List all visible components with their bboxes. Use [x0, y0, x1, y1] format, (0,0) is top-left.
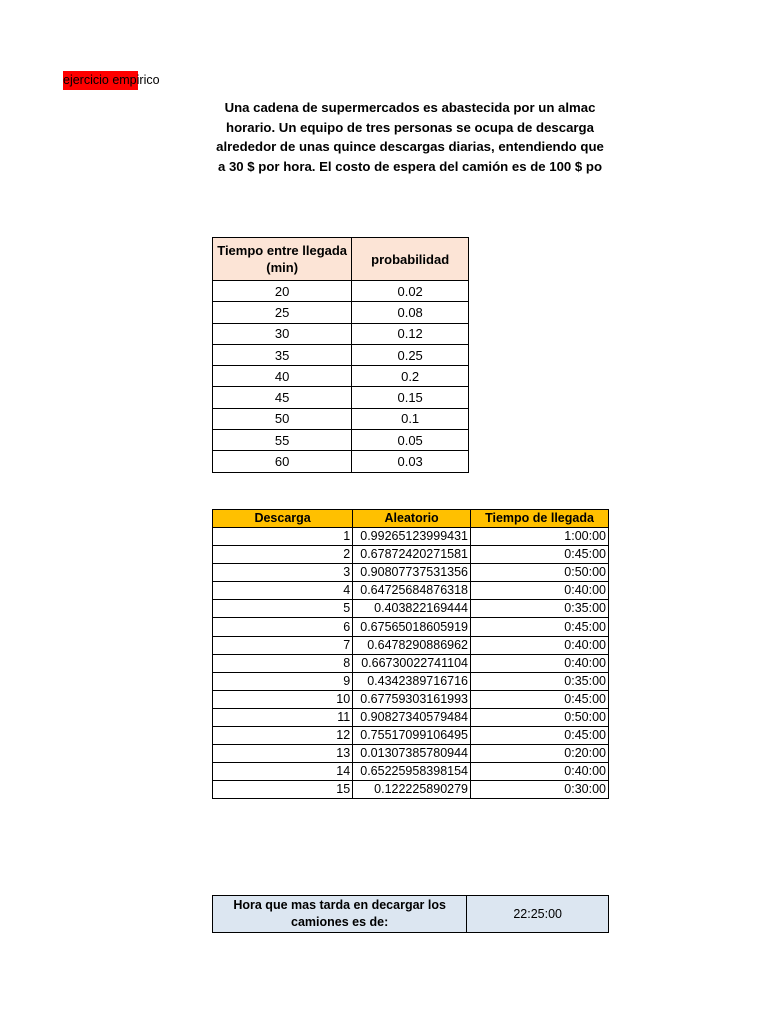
cell-descarga[interactable]: 6 [213, 618, 353, 636]
header-aleatorio[interactable]: Aleatorio [353, 510, 471, 528]
cell-aleatorio[interactable]: 0.4342389716716 [353, 672, 471, 690]
simulation-table [212, 509, 609, 799]
cell-tiempo-llegada[interactable]: 0:45:00 [471, 690, 609, 708]
simulation-row [213, 654, 609, 672]
cell-tiempo-llegada[interactable]: 0:45:00 [471, 618, 609, 636]
cell-probability[interactable]: 0.1 [352, 408, 469, 429]
simulation-row [213, 672, 609, 690]
intro-line: a 30 $ por hora. El costo de espera del camión es de 100 $ po [217, 158, 603, 174]
result-table [212, 895, 609, 933]
cell-aleatorio[interactable]: 0.122225890279 [353, 781, 471, 799]
cell-interarrival-time[interactable]: 20 [213, 281, 352, 302]
cell-tiempo-llegada[interactable]: 0:35:00 [471, 672, 609, 690]
cell-interarrival-time[interactable]: 60 [213, 451, 352, 472]
cell-aleatorio[interactable]: 0.01307385780944 [353, 745, 471, 763]
probability-table [212, 237, 469, 473]
cell-descarga[interactable]: 11 [213, 708, 353, 726]
intro-line: horario. Un equipo de tres personas se ocupa de descarga [226, 119, 594, 135]
result-label[interactable]: Hora que mas tarda en decargar los camiones es de: [213, 896, 467, 933]
cell-probability[interactable]: 0.08 [352, 302, 469, 323]
probability-row [213, 430, 469, 451]
cell-tiempo-llegada[interactable]: 0:45:00 [471, 546, 609, 564]
cell-interarrival-time[interactable]: 30 [213, 323, 352, 344]
cell-tiempo-llegada[interactable]: 0:45:00 [471, 727, 609, 745]
simulation-header-row [213, 510, 609, 528]
probability-row [213, 302, 469, 323]
probability-row [213, 323, 469, 344]
simulation-row [213, 690, 609, 708]
cell-probability[interactable]: 0.12 [352, 323, 469, 344]
probability-row [213, 366, 469, 387]
simulation-row [213, 745, 609, 763]
cell-aleatorio[interactable]: 0.75517099106495 [353, 727, 471, 745]
cell-descarga[interactable]: 14 [213, 763, 353, 781]
cell-descarga[interactable]: 3 [213, 564, 353, 582]
cell-aleatorio[interactable]: 0.403822169444 [353, 600, 471, 618]
simulation-row [213, 727, 609, 745]
exercise-label [63, 71, 160, 90]
cell-interarrival-time[interactable]: 45 [213, 387, 352, 408]
simulation-row [213, 564, 609, 582]
cell-aleatorio[interactable]: 0.67872420271581 [353, 546, 471, 564]
probability-row [213, 281, 469, 302]
intro-line: alrededor de unas quince descargas diarias, entendiendo que [216, 139, 604, 154]
probability-row [213, 344, 469, 365]
cell-tiempo-llegada[interactable]: 0:50:00 [471, 708, 609, 726]
cell-tiempo-llegada[interactable]: 0:40:00 [471, 582, 609, 600]
result-value[interactable]: 22:25:00 [467, 896, 609, 933]
cell-descarga[interactable]: 12 [213, 727, 353, 745]
simulation-row [213, 582, 609, 600]
simulation-row [213, 528, 609, 546]
cell-interarrival-time[interactable]: 50 [213, 408, 352, 429]
cell-aleatorio[interactable]: 0.6478290886962 [353, 636, 471, 654]
cell-descarga[interactable]: 8 [213, 654, 353, 672]
simulation-row [213, 618, 609, 636]
probability-header-row [213, 238, 469, 281]
cell-descarga[interactable]: 2 [213, 546, 353, 564]
cell-descarga[interactable]: 4 [213, 582, 353, 600]
cell-tiempo-llegada[interactable]: 0:40:00 [471, 654, 609, 672]
cell-descarga[interactable]: 15 [213, 781, 353, 799]
simulation-row [213, 781, 609, 799]
cell-probability[interactable]: 0.2 [352, 366, 469, 387]
cell-tiempo-llegada[interactable]: 0:40:00 [471, 763, 609, 781]
cell-aleatorio[interactable]: 0.90827340579484 [353, 708, 471, 726]
cell-aleatorio[interactable]: 0.66730022741104 [353, 654, 471, 672]
cell-descarga[interactable]: 13 [213, 745, 353, 763]
cell-aleatorio[interactable]: 0.90807737531356 [353, 564, 471, 582]
cell-tiempo-llegada[interactable]: 0:50:00 [471, 564, 609, 582]
cell-aleatorio[interactable]: 0.64725684876318 [353, 582, 471, 600]
header-descarga[interactable]: Descarga [213, 510, 353, 528]
cell-interarrival-time[interactable]: 40 [213, 366, 352, 387]
header-interarrival-time[interactable]: Tiempo entre llegada (min) [213, 238, 352, 281]
cell-tiempo-llegada[interactable]: 0:35:00 [471, 600, 609, 618]
result-row [213, 896, 609, 933]
probability-row [213, 408, 469, 429]
cell-descarga[interactable]: 7 [213, 636, 353, 654]
simulation-row [213, 763, 609, 781]
cell-aleatorio[interactable]: 0.65225958398154 [353, 763, 471, 781]
exercise-label-text: ejercicio empirico [63, 73, 160, 87]
cell-probability[interactable]: 0.05 [352, 430, 469, 451]
cell-descarga[interactable]: 1 [213, 528, 353, 546]
cell-tiempo-llegada[interactable]: 0:40:00 [471, 636, 609, 654]
cell-tiempo-llegada[interactable]: 1:00:00 [471, 528, 609, 546]
probability-row [213, 451, 469, 472]
intro-line: Una cadena de supermercados es abastecida por un almac [224, 100, 596, 115]
cell-probability[interactable]: 0.02 [352, 281, 469, 302]
cell-interarrival-time[interactable]: 25 [213, 302, 352, 323]
cell-probability[interactable]: 0.25 [352, 344, 469, 365]
cell-tiempo-llegada[interactable]: 0:30:00 [471, 781, 609, 799]
cell-tiempo-llegada[interactable]: 0:20:00 [471, 745, 609, 763]
problem-statement [212, 98, 608, 176]
cell-descarga[interactable]: 10 [213, 690, 353, 708]
cell-interarrival-time[interactable]: 55 [213, 430, 352, 451]
simulation-row [213, 708, 609, 726]
simulation-row [213, 636, 609, 654]
cell-probability[interactable]: 0.03 [352, 451, 469, 472]
cell-aleatorio[interactable]: 0.67759303161993 [353, 690, 471, 708]
probability-row [213, 387, 469, 408]
cell-aleatorio[interactable]: 0.99265123999431 [353, 528, 471, 546]
cell-descarga[interactable]: 5 [213, 600, 353, 618]
header-tiempo-llegada[interactable]: Tiempo de llegada [471, 510, 609, 528]
cell-probability[interactable]: 0.15 [352, 387, 469, 408]
simulation-row [213, 546, 609, 564]
cell-descarga[interactable]: 9 [213, 672, 353, 690]
cell-interarrival-time[interactable]: 35 [213, 344, 352, 365]
header-probability[interactable]: probabilidad [352, 238, 469, 281]
simulation-row [213, 600, 609, 618]
cell-aleatorio[interactable]: 0.67565018605919 [353, 618, 471, 636]
